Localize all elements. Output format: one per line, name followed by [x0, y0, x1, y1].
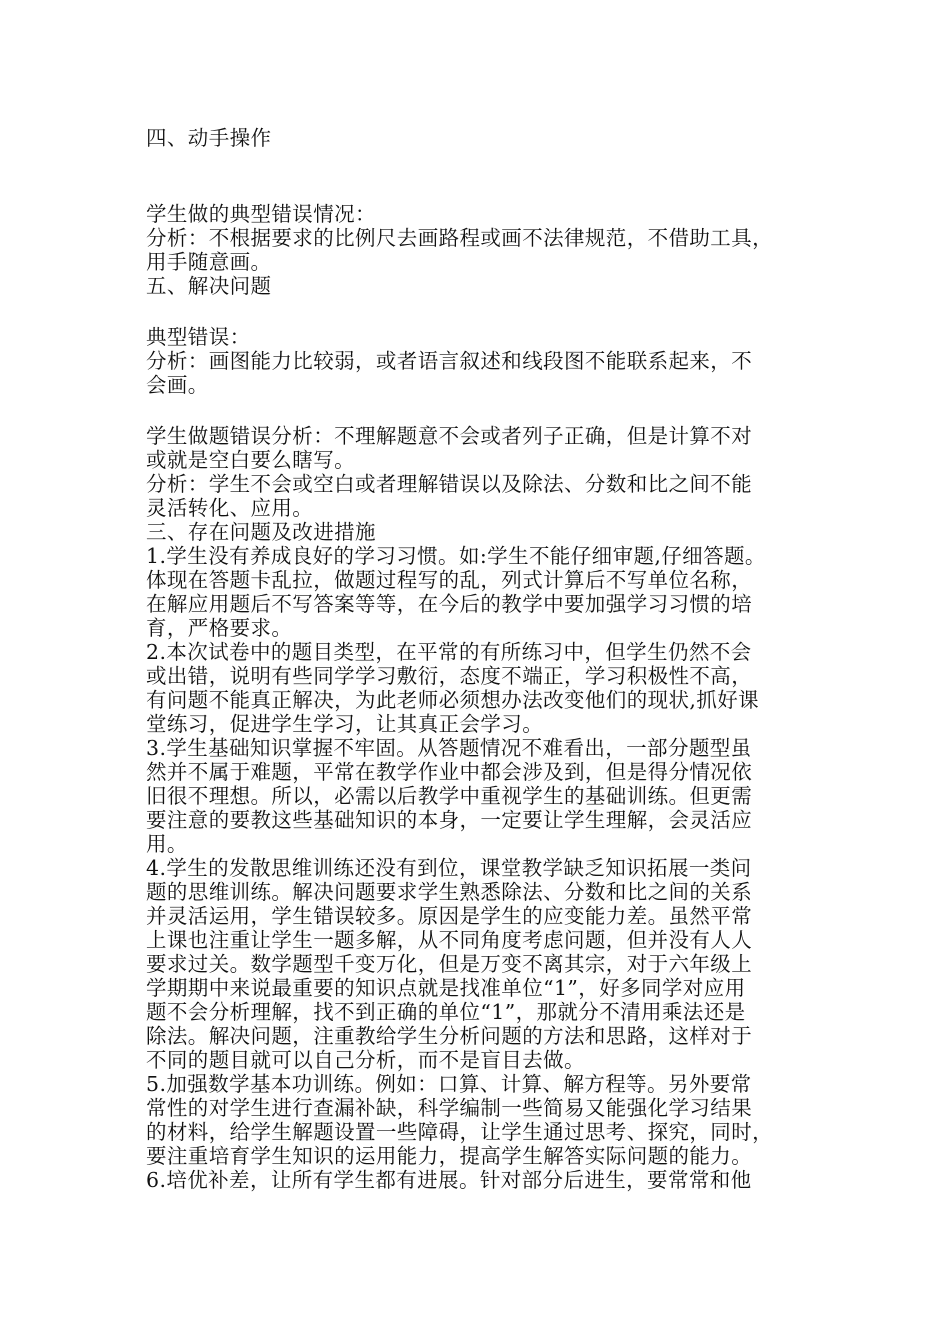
s5-student-line-2: 或就是空白要么瞎写。 [146, 448, 355, 472]
item-2-line: 有问题不能真正解决，为此老师必须想办法改变他们的现状,抓好课 [146, 688, 760, 712]
s5-student-line-1: 学生做题错误分析：不理解题意不会或者列子正确，但是计算不对 [146, 424, 753, 448]
item-4-line: 除法。解决问题，注重教给学生分析问题的方法和思路，这样对于 [146, 1024, 753, 1048]
item-3-line: 然并不属于难题，平常在教学作业中都会涉及到，但是得分情况依 [146, 760, 753, 784]
s5-analysis-line-2: 会画。 [146, 373, 209, 397]
s4-error-title: 学生做的典型错误情况： [146, 202, 376, 226]
item-4-line: 学期期中来说最重要的知识点就是找准单位“1”，好多同学对应用 [146, 976, 746, 1000]
item-5-line: 5.加强数学基本功训练。例如：口算、计算、解方程等。另外要常 [146, 1072, 752, 1096]
section-heading-4: 四、动手操作 [146, 126, 272, 150]
item-4-line: 上课也注重让学生一题多解，从不同角度考虑问题，但并没有人人 [146, 928, 753, 952]
s4-analysis-line-1: 分析：不根据要求的比例尺去画路程或画不法律规范，不借助工具， [146, 226, 773, 250]
item-1-line: 1.学生没有养成良好的学习习惯。如:学生不能仔细审题,仔细答题。 [146, 544, 766, 568]
s4-analysis-line-2: 用手随意画。 [146, 250, 272, 274]
item-2-line: 堂练习，促进学生学习，让其真正会学习。 [146, 712, 544, 736]
item-2-line: 2.本次试卷中的题目类型，在平常的有所练习中，但学生仍然不会 [146, 640, 752, 664]
item-3-line: 3.学生基础知识掌握不牢固。从答题情况不难看出，一部分题型虽 [146, 736, 752, 760]
item-5-line: 的材料，给学生解题设置一些障碍，让学生通过思考、探究，同时， [146, 1120, 773, 1144]
item-4-line: 要求过关。数学题型千变万化，但是万变不离其宗，对于六年级上 [146, 952, 753, 976]
item-4-line: 不同的题目就可以自己分析，而不是盲目去做。 [146, 1048, 585, 1072]
s5-error-title: 典型错误： [146, 325, 251, 349]
item-4-line: 题不会分析理解，找不到正确的单位“1”，那就分不清用乘法还是 [146, 1000, 746, 1024]
item-1-line: 在解应用题后不写答案等等，在今后的教学中要加强学习习惯的培 [146, 592, 753, 616]
item-1-line: 体现在答题卡乱拉，做题过程写的乱，列式计算后不写单位名称， [146, 568, 753, 592]
item-6-line: 6.培优补差，让所有学生都有进展。针对部分后进生，要常常和他 [146, 1168, 752, 1192]
section-heading-3: 三、存在问题及改进措施 [146, 520, 376, 544]
item-3-line: 用。 [146, 832, 188, 856]
s5-analysis-line-1: 分析：画图能力比较弱，或者语言叙述和线段图不能联系起来，不 [146, 349, 753, 373]
item-3-line: 要注意的要教这些基础知识的本身，一定要让学生理解，会灵活应 [146, 808, 753, 832]
item-3-line: 旧很不理想。所以，必需以后教学中重视学生的基础训练。但更需 [146, 784, 753, 808]
s5-analysis2-line-2: 灵活转化、应用。 [146, 496, 314, 520]
item-4-line: 4.学生的发散思维训练还没有到位，课堂教学缺乏知识拓展一类问 [146, 856, 752, 880]
item-4-line: 题的思维训练。解决问题要求学生熟悉除法、分数和比之间的关系 [146, 880, 753, 904]
item-4-line: 并灵活运用，学生错误较多。原因是学生的应变能力差。虽然平常 [146, 904, 753, 928]
item-5-line: 常性的对学生进行查漏补缺，科学编制一些简易又能强化学习结果 [146, 1096, 753, 1120]
item-5-line: 要注重培育学生知识的运用能力，提高学生解答实际问题的能力。 [146, 1144, 753, 1168]
item-2-line: 或出错，说明有些同学学习敷衍，态度不端正，学习积极性不高， [146, 664, 753, 688]
section-heading-5: 五、解决问题 [146, 274, 272, 298]
item-1-line: 育，严格要求。 [146, 616, 293, 640]
s5-analysis2-line-1: 分析：学生不会或空白或者理解错误以及除法、分数和比之间不能 [146, 472, 753, 496]
